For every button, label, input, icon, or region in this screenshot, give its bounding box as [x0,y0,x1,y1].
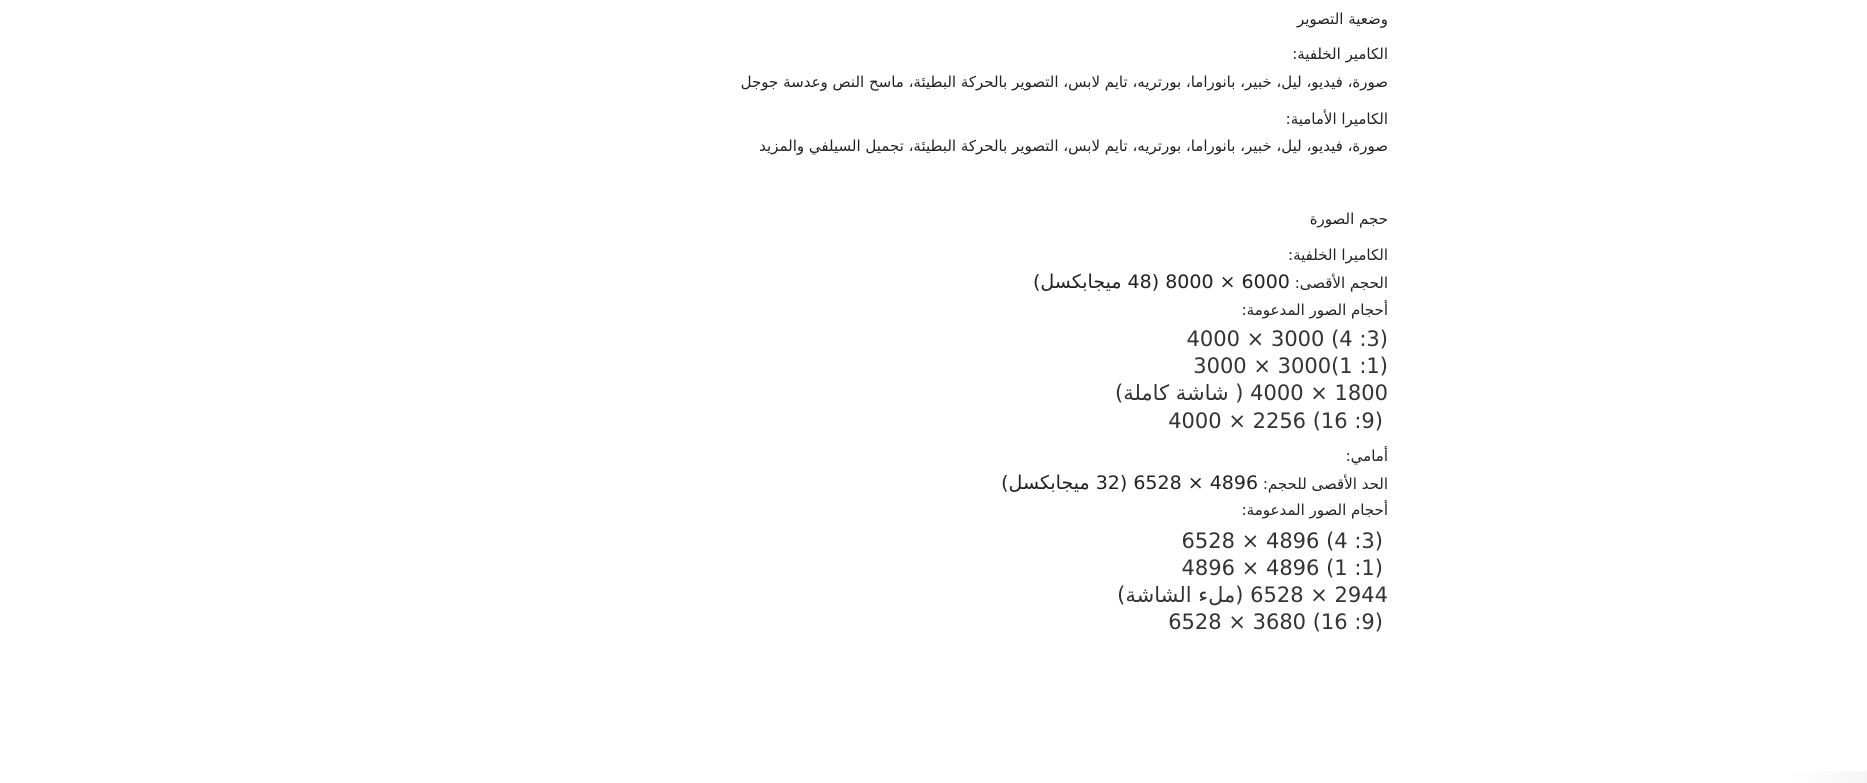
rear-size-label: الكاميرا الخلفية: [1288,246,1388,264]
rear-camera-modes: صورة، فيديو، ليل، خبير، بانوراما، بورتريه، تايم لابس، التصوير بالحركة البطيئة، ماسح النص وعدسة جوجل [740,73,1388,91]
page-corner-shadow [1787,771,1867,783]
rear-size-item: (1: 1)3000 × 3000 [1193,354,1388,378]
front-size-item: (1: 1) 4896 × 4896 [1181,556,1383,580]
rear-size-item: (9: 16) 2256 × 4000 [1168,409,1383,433]
front-size-item: (3: 4) 4896 × 6528 [1181,529,1383,553]
image-size-heading: حجم الصورة [1309,210,1388,228]
rear-max-size-value: 6000 × 8000 (48 ميجابكسل) [1033,271,1290,293]
rear-size-item: (3: 4) 3000 × 4000 [1186,327,1388,351]
front-camera-modes: صورة، فيديو، ليل، خبير، بانوراما، بورتريه، تايم لابس، التصوير بالحركة البطيئة، تجميل السيلفي والمزيد [759,137,1388,155]
front-max-size-value: 4896 × 6528 (32 ميجابكسل) [1001,472,1259,494]
rear-max-size [1033,272,1388,293]
front-size-item: 2944 × 6528 (ملء الشاشة) [1117,583,1388,607]
front-size-label: أمامي: [1345,447,1388,465]
front-camera-label: الكاميرا الأمامية: [1285,110,1388,128]
rear-max-size-label: الحجم الأقصى: [1294,274,1388,292]
front-max-size [1001,473,1388,494]
shooting-mode-heading: وضعية التصوير [1296,10,1388,28]
front-supported-sizes-label: أحجام الصور المدعومة: [1241,501,1388,519]
front-size-item: (9: 16) 3680 × 6528 [1168,610,1383,634]
rear-camera-label: الكامير الخلفية: [1292,45,1388,63]
front-max-size-label: الحد الأقصى للحجم: [1262,475,1388,493]
rear-size-item: 1800 × 4000 ( شاشة كاملة) [1115,381,1388,405]
rear-supported-sizes-label: أحجام الصور المدعومة: [1241,301,1388,319]
